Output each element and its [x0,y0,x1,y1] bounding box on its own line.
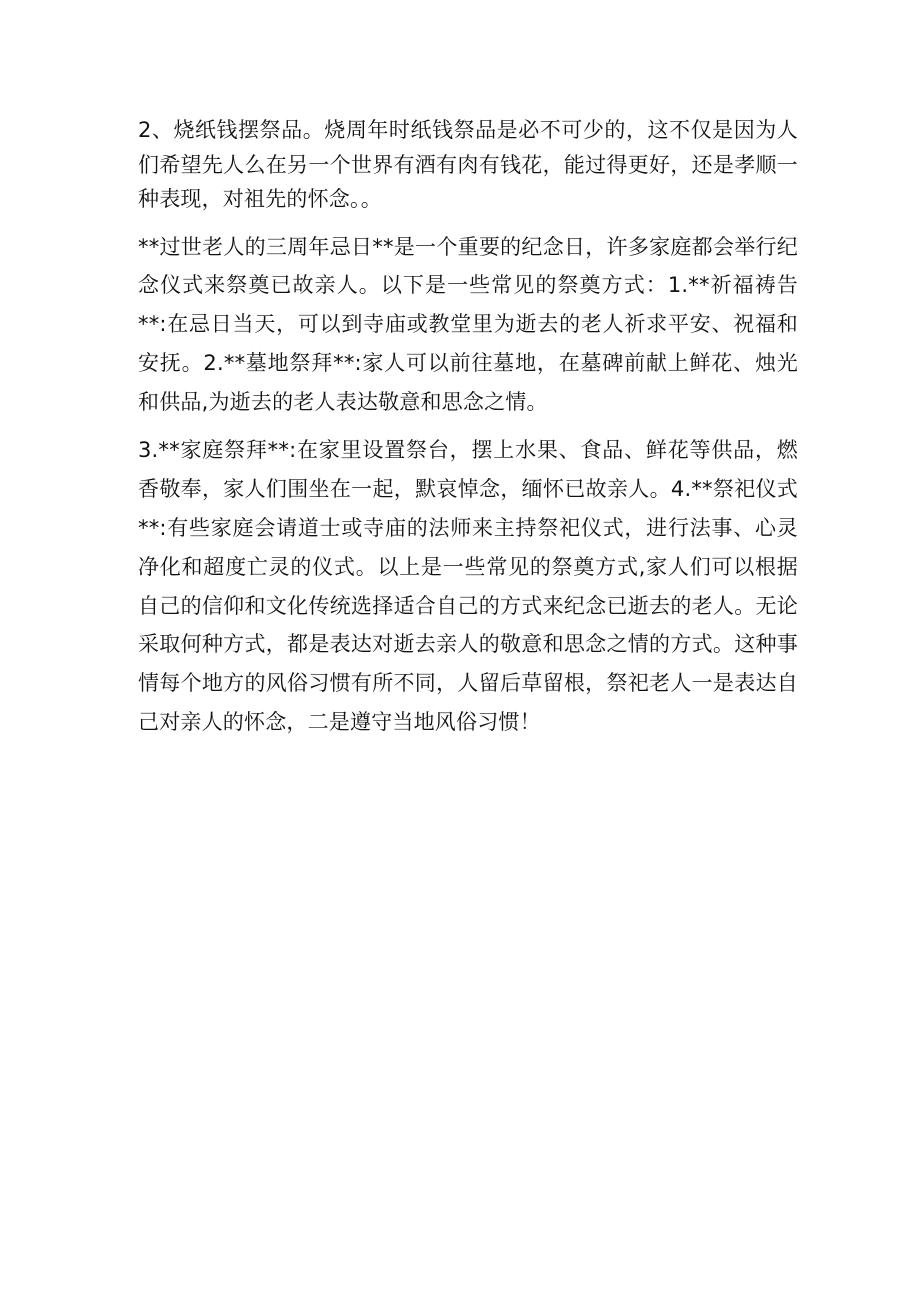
paragraph-family-worship: 3.**家庭祭拜**:在家里设置祭台，摆上水果、食品、鲜花等供品，燃香敬奉，家人们围坐在一起，默哀悼念，缅怀已故亲人。4.**祭祀仪式**:有些家庭会请道士或寺庙的法师来主持祭祀仪式，进行法事、心灵净化和超度亡灵的仪式。以上是一些常见的祭奠方式,家人们可以根据自己的信仰和文化传统选择适合自己的方式来纪念已逝去的老人。无论采取何种方式，都是表达对逝去亲人的敬意和思念之情的方式。这种事情每个地方的风俗习惯有所不同，人留后草留根，祭祀老人一是表达自己对亲人的怀念，二是遵守当地风俗习惯！ [138,438,798,735]
document-body [138,113,798,742]
paragraph-third-anniversary: **过世老人的三周年忌日**是一个重要的纪念日，许多家庭都会举行纪念仪式来祭奠已故亲人。以下是一些常见的祭奠方式：1.**祈福祷告**:在忌日当天，可以到寺庙或教堂里为逝去的老人祈求平安、祝福和安抚。2.**墓地祭拜**:家人可以前往墓地，在墓碑前献上鲜花、烛光和供品,为逝去的老人表达敬意和思念之情。 [138,234,798,414]
paragraph-burning-paper-money: 2、烧纸钱摆祭品。烧周年时纸钱祭品是必不可少的，这不仅是因为人们希望先人么在另一个世界有酒有肉有钱花，能过得更好，还是孝顺一种表现，对祖先的怀念。。 [138,118,798,211]
